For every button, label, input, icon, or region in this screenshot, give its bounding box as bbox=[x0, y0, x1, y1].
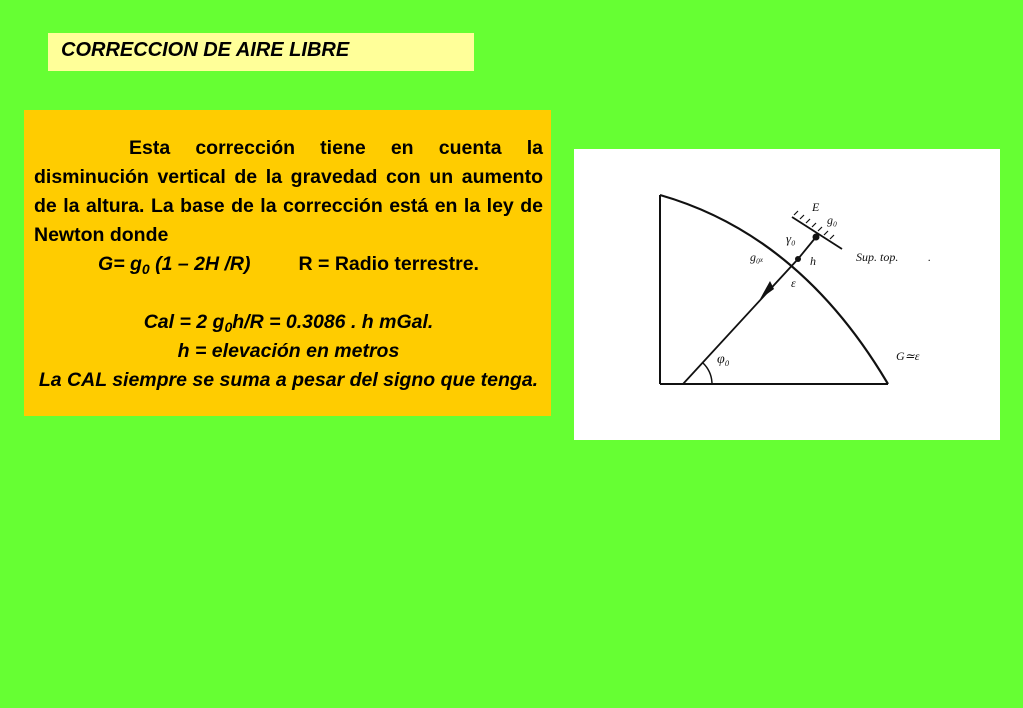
explanation-paragraph: Esta corrección tiene en cuenta la disminución vertical de la gravedad con un aumento de la altura. La base de la corrección está en la ley de Newton donde bbox=[34, 137, 543, 246]
label-phi0: φ₀ bbox=[717, 352, 730, 367]
diagram-svg bbox=[574, 149, 1000, 440]
angle-arc bbox=[703, 363, 712, 384]
label-e: E bbox=[812, 200, 820, 214]
radius-line bbox=[683, 259, 798, 384]
cal-formula-subscript: 0 bbox=[224, 318, 233, 335]
slide-title bbox=[48, 33, 474, 71]
label-g0: g₀ bbox=[827, 213, 838, 227]
cal-sign-note: La CAL siempre se suma a pesar del signo que tenga. bbox=[38, 369, 539, 391]
label-g-approx: G≃ε bbox=[896, 349, 920, 363]
earth-sector-diagram bbox=[574, 149, 1000, 440]
cal-formula bbox=[34, 308, 543, 337]
label-sup-top: Sup. top. bbox=[856, 250, 899, 264]
cal-formula-suffix: h/R = 0.3086 . h mGal. bbox=[232, 311, 434, 333]
radius-note: R = Radio terrestre. bbox=[298, 253, 479, 275]
gravity-formula-suffix: (1 – 2H /R) bbox=[149, 253, 251, 275]
explanation-box bbox=[24, 110, 551, 416]
station-point-e bbox=[813, 234, 820, 241]
label-gamma0: γ₀ bbox=[786, 231, 796, 246]
label-g0x: g₀ₓ bbox=[750, 250, 764, 264]
cal-formula-prefix: Cal = 2 g bbox=[143, 311, 225, 333]
gravity-formula-prefix: G= g bbox=[98, 253, 142, 275]
label-epsilon: ε bbox=[791, 276, 796, 290]
slide-title-text: CORRECCION DE AIRE LIBRE bbox=[61, 39, 350, 61]
earth-surface-arc bbox=[660, 195, 888, 384]
gravity-formula bbox=[34, 250, 543, 279]
surface-point bbox=[795, 256, 801, 262]
gravity-formula-subscript: 0 bbox=[141, 260, 150, 277]
label-h: h bbox=[810, 254, 816, 268]
label-dot: . bbox=[928, 250, 931, 264]
h-definition: h = elevación en metros bbox=[177, 340, 400, 362]
arrow-head bbox=[760, 281, 774, 299]
